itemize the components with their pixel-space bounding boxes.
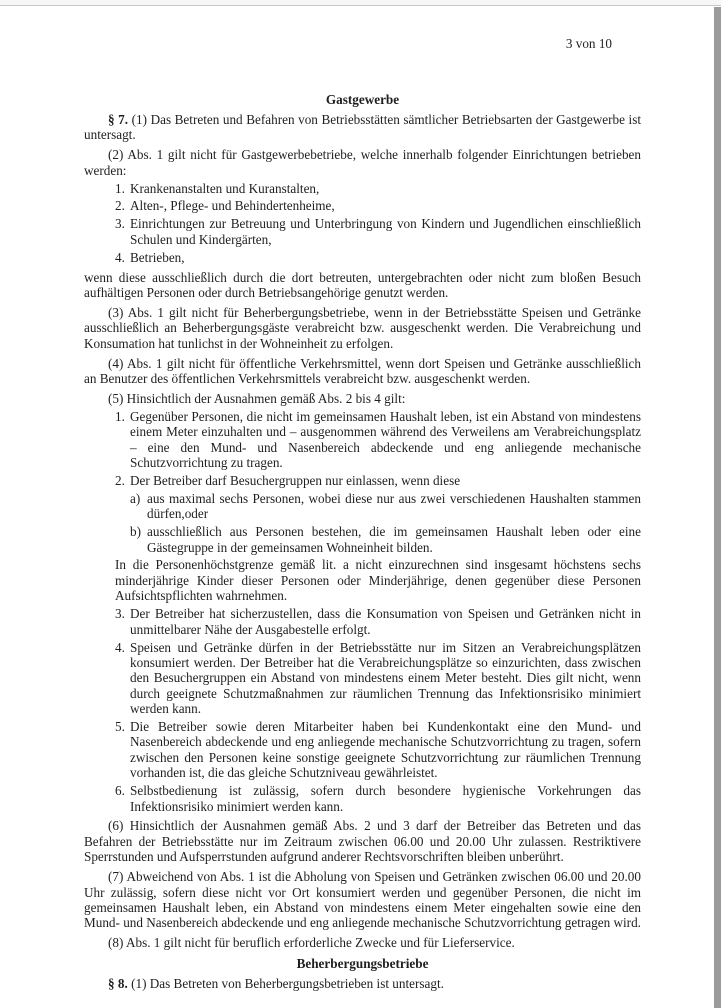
list-marker: 1.	[115, 180, 125, 196]
list-marker: 4.	[115, 639, 125, 655]
list-marker: 2.	[115, 472, 125, 488]
numbered-list	[115, 181, 641, 266]
paragraph: (6) Hinsichtlich der Ausnahmen gemäß Abs. 2 und 3 darf der Betreiber das Betreten und das Befahren der Betriebsstätte nur im Zeitraum zwischen 06.00 und 20.00 Uhr zulassen. Restriktivere Sperrstunden und Aufsperrstunden aufgrund anderer Rechtsvorschriften bleiben unberührt.	[84, 818, 641, 865]
list-item: 1. Gegenüber Personen, die nicht im gemeinsamen Haushalt leben, ist ein Abstand von mindestens einem Meter einzuhalten und – ausgenommen während des Verweilens am Verabreichungsplatz – eine den Mund- und Nasenbereich abdeckende und eng anliegende mechanische Schutzvorrichtung zu tragen.	[115, 408, 641, 471]
list-marker: 5.	[115, 719, 125, 735]
list-item: 4. Speisen und Getränke dürfen in der Betriebsstätte nur im Sitzen an Verabreichungsplätzen konsumiert werden. Der Betreiber hat die Verabreichungsplätze so einzurichten, dass zwischen den Besuchergruppen ein Abstand von mindestens einem Meter besteht. Dies gilt nicht, wenn durch geeignete Schutzmaßnahmen zur räumlichen Trennung das Infektionsrisiko minimiert werden kann.	[115, 639, 641, 717]
document-page	[84, 7, 641, 991]
page-number: 3 von 10	[565, 36, 612, 51]
sub-list-item: a) aus maximal sechs Personen, wobei diese nur aus zwei verschiedenen Haushalten stammen dürfen,oder	[130, 490, 641, 522]
sub-list-marker: a)	[130, 490, 141, 506]
paragraph: § 7. (1) Das Betreten und Befahren von Betriebsstätten sämtlicher Betriebsarten der Gastgewerbe ist untersagt.	[84, 111, 642, 143]
list-marker: 3.	[115, 216, 125, 232]
paragraph: (4) Abs. 1 gilt nicht für öffentliche Verkehrsmittel, wenn dort Speisen und Getränke ausschließlich an Benutzer des öffentlichen Verkehrsmittels verabreicht bzw. ausgeschenkt werden.	[84, 355, 641, 386]
list-marker: 1.	[115, 408, 125, 424]
paragraph: (5) Hinsichtlich der Ausnahmen gemäß Abs. 2 bis 4 gilt:	[108, 390, 406, 406]
top-edge-strip	[0, 0, 721, 6]
paragraph: (3) Abs. 1 gilt nicht für Beherbergungsbetriebe, wenn in der Betriebsstätte Speisen und Getränke ausschließlich an Beherbergungsgäste verabreicht bzw. ausgeschenkt werden. Die Verabreichung und Konsumation hat tunlichst in der Wohneinheit zu erfolgen.	[84, 304, 641, 351]
list-item: 3. Der Betreiber hat sicherzustellen, dass die Konsumation von Speisen und Getränken nicht in unmittelbarer Nähe der Ausgabestelle erfolgt.	[115, 606, 641, 637]
list-item: 5. Die Betreiber sowie deren Mitarbeiter haben bei Kundenkontakt eine den Mund- und Nasenbereich abdeckende und eng anliegende mechanische Schutzvorrichtung zu tragen, sofern zwischen den Personen keine sonstige geeignete Schutzvorrichtung zur räumlichen Trennung vorhanden ist, die das gleiche Schutzniveau gewährleistet.	[115, 719, 641, 781]
list-marker: 3.	[115, 606, 125, 622]
sub-list-item: b) ausschließlich aus Personen bestehen, die im gemeinsamen Haushalt leben oder eine Gästegruppe in der gemeinsamen Wohneinheit bilden.	[130, 524, 641, 555]
list-item: 6. Selbstbedienung ist zulässig, sofern durch besondere hygienische Vorkehrungen das Infektionsrisiko minimiert werden kann.	[115, 783, 641, 814]
list-item: 1. Krankenanstalten und Kuranstalten,	[115, 180, 320, 196]
list-item: 4. Betrieben,	[115, 249, 185, 265]
list-item: 2. Der Betreiber darf Besuchergruppen nur einlassen, wenn diese	[115, 472, 461, 488]
document-body	[84, 92, 641, 991]
section-heading: Beherbergungsbetriebe	[296, 955, 429, 971]
paragraph: wenn diese ausschließlich durch die dort betreuten, untergebrachten oder nicht zum bloßen Besuch aufhältigen Personen oder durch Betriebsangehörige genutzt werden.	[84, 269, 641, 300]
list-item: 2. Alten-, Pflege- und Behindertenheime,	[115, 198, 335, 214]
list-marker: 6.	[115, 783, 125, 799]
paragraph: § 8. (1) Das Betreten von Beherbergungsbetrieben ist untersagt.	[108, 975, 444, 991]
list-continuation: In die Personenhöchstgrenze gemäß lit. a nicht einzurechnen sind insgesamt höchstens sechs minderjährige Kinder dieser Personen oder Minderjährige, denen gegenüber diese Personen Aufsichtspflichten wahrnehmen.	[115, 557, 641, 604]
list-marker: 4.	[115, 249, 125, 265]
section-ref: § 7.	[108, 111, 129, 127]
paragraph: (2) Abs. 1 gilt nicht für Gastgewerbebetriebe, welche innerhalb folgender Einrichtungen betrieben werden:	[84, 147, 641, 178]
page-edge-strip	[714, 7, 721, 1008]
list-item: 3. Einrichtungen zur Betreuung und Unterbringung von Kindern und Jugendlichen einschließlich Schulen und Kindergärten,	[115, 216, 641, 247]
section-ref: § 8.	[108, 975, 128, 991]
paragraph: (7) Abweichend von Abs. 1 ist die Abholung von Speisen und Getränken zwischen 06.00 und 20.00 Uhr zulässig, sofern diese nicht vor Ort konsumiert werden und gegenüber Personen, die nicht im gemeinsamen Haushalt leben, ein Abstand von mindestens einem Meter eingehalten sowie eine den Mund- und Nasenbereich abdeckende und eng anliegende mechanische Schutzvorrichtung getragen wird.	[84, 869, 641, 931]
sub-list-marker: b)	[130, 524, 141, 540]
numbered-list	[115, 409, 641, 814]
paragraph: (8) Abs. 1 gilt nicht für beruflich erforderliche Zwecke und für Lieferservice.	[108, 935, 515, 951]
list-marker: 2.	[115, 198, 125, 214]
section-heading: Gastgewerbe	[325, 92, 400, 107]
